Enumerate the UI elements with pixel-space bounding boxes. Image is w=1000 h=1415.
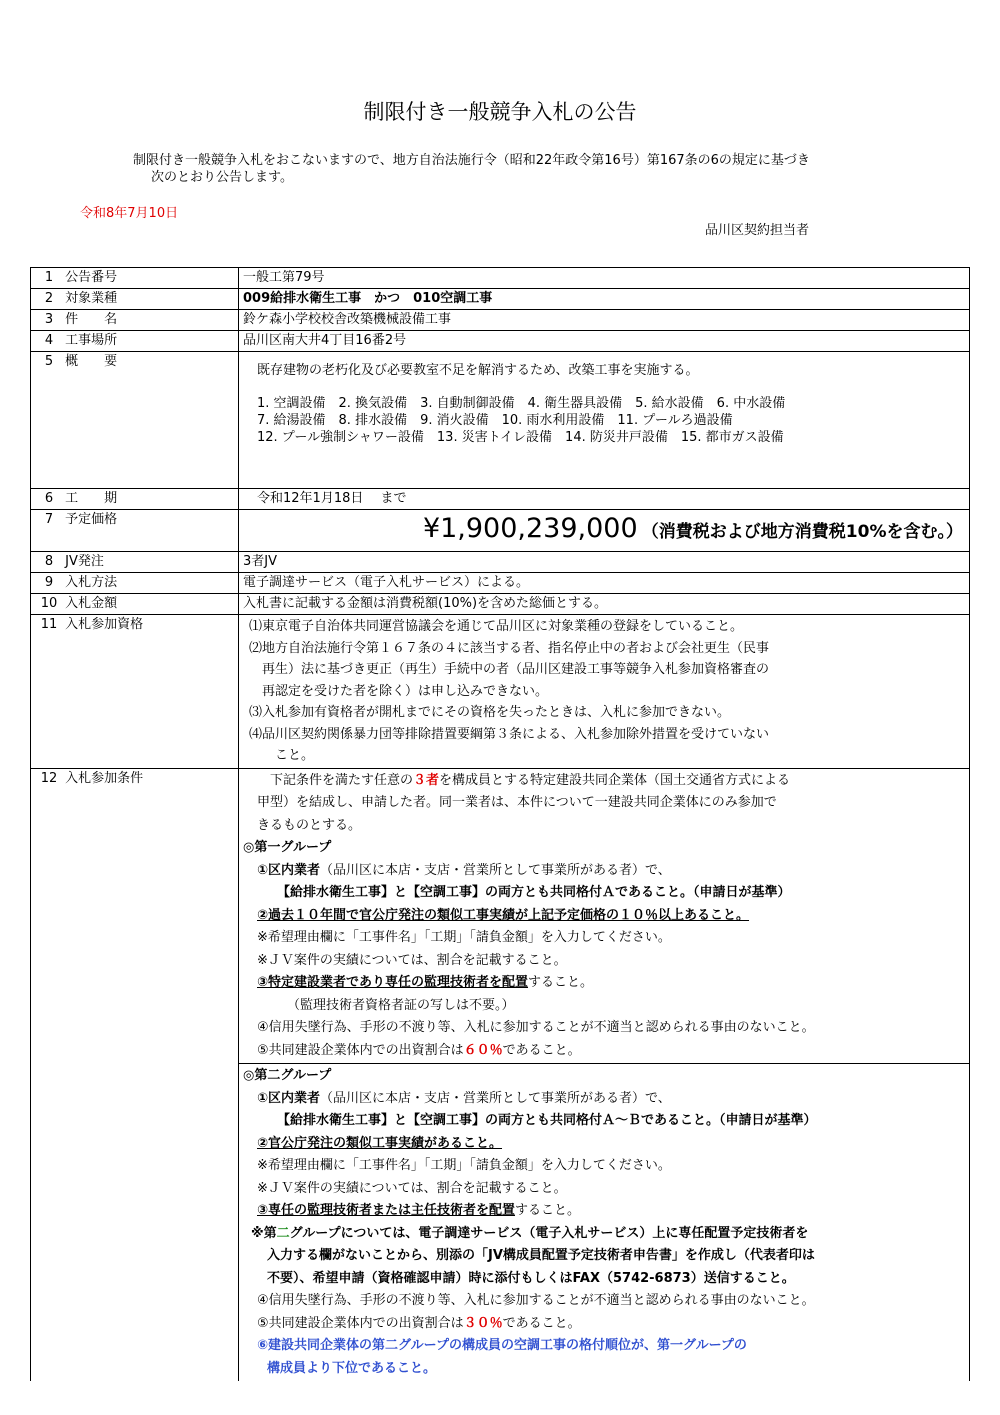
row-value: 鈴ケ森小学校校舎改築機械設備工事: [239, 310, 970, 331]
condition-line: ②過去１０年間で官公庁発注の類似工事実績が上記予定価格の１０％以上あること。: [257, 907, 750, 923]
condition-line: ④信用失墜行為、手形の不渡り等、入札に参加することが不適当と認められる事由のないこと。: [257, 1293, 815, 1308]
condition-line: ④信用失墜行為、手形の不渡り等、入札に参加することが不適当と認められる事由のないこと。: [257, 1020, 815, 1035]
table-row: [31, 489, 970, 510]
condition-text: を構成員とする特定建設共同企業体（国土交通省方式による: [439, 772, 791, 788]
condition-line: 甲型）を結成し、申請した者。同一業者は、本件について一建設共同企業体にのみ参加で: [257, 795, 777, 810]
condition-line: ※希望理由欄に「工事件名」「工期」「請負金額」を入力してください。: [257, 1158, 671, 1173]
condition-line: 【給排水衛生工事】と【空調工事】の両方とも共同格付Ａ～Ｂであること。（申請日が基準）: [277, 1113, 817, 1128]
issuer: 品川区契約担当者: [705, 223, 810, 238]
row-label: [31, 510, 239, 552]
row-number: 7: [44, 512, 54, 527]
row-label: [31, 573, 239, 594]
table-row: [31, 352, 970, 489]
condition-text: すること。: [528, 975, 594, 990]
intro-text: [133, 152, 810, 186]
table-row: [31, 615, 970, 769]
row-label-text: 入札参加資格: [65, 617, 144, 632]
condition-text: ①区内業者: [257, 862, 321, 878]
condition-line: [243, 1040, 965, 1063]
row-label: [31, 310, 239, 331]
row-number: 3: [44, 312, 54, 327]
row-label-text: 工 期: [65, 491, 118, 506]
condition-line: [243, 1313, 965, 1336]
row-value: 品川区南大井4丁目16番2号: [239, 331, 970, 352]
row-label: [31, 615, 239, 769]
condition-line: きるものとする。: [257, 817, 362, 833]
condition-text: ③特定建設業者であり専任の監理技術者を配置: [257, 975, 529, 990]
qualification-line: ⑶入札参加有資格者が開札までにその資格を失ったときは、入札に参加できない。: [249, 705, 731, 720]
condition-line: （監理技術者資格者証の写しは不要。）: [287, 997, 515, 1013]
row-number: 5: [44, 354, 54, 369]
condition-text: ①区内業者: [257, 1090, 321, 1106]
row-value: 一般工第79号: [239, 268, 970, 289]
row-label: [31, 594, 239, 615]
qualification-line: 再認定を受けた者を除く）は申し込みできない。: [249, 683, 549, 699]
row-label-text: 予定価格: [65, 512, 118, 527]
row-label: [31, 768, 239, 1381]
table-row: [31, 510, 970, 552]
table-row: [31, 594, 970, 615]
row-value: [239, 1064, 970, 1382]
row-label-text: 入札金額: [65, 596, 118, 611]
row-value: [239, 768, 970, 1064]
row-label-text: 工事場所: [65, 333, 118, 348]
page-title: 制限付き一般競争入札の公告: [363, 100, 637, 124]
group1-heading: ◎第一グループ: [243, 840, 332, 855]
condition-line: 構成員より下位であること。: [267, 1360, 437, 1376]
facility-list-line: 1. 空調設備 2. 換気設備 3. 自動制御設備 4. 衛生器具設備 5. 給水設備 6. 中水設備: [257, 396, 786, 411]
table-row: [31, 552, 970, 573]
row-number: 2: [44, 291, 54, 306]
row-value: [239, 615, 970, 769]
estimated-price: ¥1,900,239,000: [422, 512, 638, 544]
condition-text: であること。: [502, 1315, 581, 1331]
row-number: 4: [44, 333, 54, 348]
row-number: 10: [40, 596, 58, 611]
row-value: 3者JV: [239, 552, 970, 573]
intro-line-2: 次のとおり公告します。: [151, 170, 293, 185]
row-number: 8: [44, 554, 54, 569]
row-label: [31, 331, 239, 352]
condition-text: ※第: [251, 1225, 277, 1241]
row-value: 令和12年1月18日 まで: [239, 489, 970, 510]
condition-line: [243, 1088, 965, 1111]
qualification-line: 再生）法に基づき更正（再生）手続中の者（品川区建設工事等競争入札参加資格審査の: [249, 662, 770, 677]
row-label-text: 対象業種: [65, 291, 118, 306]
row-label: [31, 268, 239, 289]
intro-line-1: 制限付き一般競争入札をおこないますので、地方自治法施行令（昭和22年政令第16号）第167条の6の規定に基づき: [133, 153, 810, 168]
condition-line: ※ＪＶ案件の実績については、割合を記載すること。: [257, 1180, 567, 1196]
condition-line: [243, 770, 965, 793]
table-row: [31, 331, 970, 352]
notice-table: [30, 267, 970, 1381]
condition-text: であること。: [502, 1042, 581, 1058]
row-number: 11: [40, 617, 58, 632]
share-ratio: ３０％: [463, 1315, 503, 1331]
condition-text: （品川区に本店・支店・営業所として事業所がある者）で、: [320, 862, 671, 878]
facility-list-line: 7. 給湯設備 8. 排水設備 9. 消火設備 10. 雨水利用設備 11. プールろ過設備: [257, 413, 733, 428]
qualification-line: ⑷品川区契約関係暴力団等排除措置要綱第３条による、入札参加除外措置を受けていない: [249, 726, 770, 742]
member-count: ３者: [413, 772, 440, 788]
row-value: 009給排水衛生工事 かつ 010空調工事: [239, 289, 970, 310]
share-ratio: ６０％: [463, 1042, 503, 1058]
qualification-line: ⑵地方自治法施行令第１６７条の４に該当する者、指名停止中の者および会社更生（民事: [249, 640, 770, 656]
row-label-text: JV発注: [65, 554, 104, 569]
condition-text: ③専任の監理技術者または主任技術者を配置: [257, 1203, 516, 1218]
row-label-text: 公告番号: [65, 270, 118, 285]
row-label-text: 入札参加条件: [65, 770, 144, 786]
group-number: 二: [276, 1225, 290, 1241]
table-row: [31, 310, 970, 331]
row-label-text: 入札方法: [65, 575, 118, 590]
row-number: 9: [44, 575, 54, 590]
condition-line: 【給排水衛生工事】と【空調工事】の両方とも共同格付Ａであること。（申請日が基準）: [277, 885, 791, 900]
condition-line: ※ＪＶ案件の実績については、割合を記載すること。: [257, 952, 567, 968]
condition-text: すること。: [515, 1203, 581, 1218]
table-row: [31, 768, 970, 1064]
condition-line: [243, 972, 965, 995]
row-label: [31, 552, 239, 573]
condition-line: ※希望理由欄に「工事件名」「工期」「請負金額」を入力してください。: [257, 930, 671, 945]
row-value: 電子調達サービス（電子入札サービス）による。: [239, 573, 970, 594]
table-row: [31, 573, 970, 594]
condition-text: ⑤共同建設企業体内での出資割合は: [257, 1042, 464, 1058]
qualification-line: こと。: [249, 748, 315, 763]
condition-text: 下記条件を満たす任意の: [257, 772, 414, 788]
condition-text: （品川区に本店・支店・営業所として事業所がある者）で、: [320, 1090, 671, 1106]
row-value: [239, 510, 970, 552]
row-number: 6: [44, 491, 54, 506]
table-row: [31, 289, 970, 310]
condition-line: ⑥建設共同企業体の第二グループの構成員の空調工事の格付順位が、第一グループの: [257, 1338, 747, 1353]
notice-date: 令和8年7月10日: [80, 206, 179, 221]
row-label: [31, 289, 239, 310]
row-label: [31, 489, 239, 510]
summary-text: 既存建物の老朽化及び必要教室不足を解消するため、改築工事を実施する。: [257, 363, 699, 378]
group2-heading: ◎第二グループ: [243, 1068, 332, 1083]
condition-line: [243, 860, 965, 883]
condition-line: 入力する欄がないことから、別添の「JV構成員配置予定技術者申告書」を作成し（代表者印は: [267, 1248, 815, 1263]
row-number: 12: [40, 770, 58, 786]
price-tax-note: （消費税および地方消費税10%を含む。）: [641, 521, 963, 542]
condition-text: ⑤共同建設企業体内での出資割合は: [257, 1315, 464, 1331]
condition-line: 不要）、希望申請（資格確認申請）時に添付もしくはFAX（5742-6873）送信すること。: [267, 1270, 795, 1286]
row-value: [239, 352, 970, 489]
qualification-line: ⑴東京電子自治体共同運営協議会を通じて品川区に対象業種の登録をしていること。: [249, 619, 744, 634]
row-label: [31, 352, 239, 489]
row-value: 入札書に記載する金額は消費税額(10%)を含めた総価とする。: [239, 594, 970, 615]
row-label-text: 概 要: [65, 354, 118, 369]
row-label-text: 件 名: [65, 312, 118, 327]
table-row: [31, 268, 970, 289]
row-number: 1: [44, 270, 54, 285]
condition-line: [243, 1223, 965, 1246]
facility-list-line: 12. プール強制シャワー設備 13. 災害トイレ設備 14. 防災井戸設備 15. 都市ガス設備: [257, 430, 784, 445]
condition-line: [243, 1200, 965, 1223]
condition-text: グループについては、電子調達サービス（電子入札サービス）上に専任配置予定技術者を: [289, 1225, 809, 1241]
condition-line: ②官公庁発注の類似工事実績があること。: [257, 1135, 503, 1151]
